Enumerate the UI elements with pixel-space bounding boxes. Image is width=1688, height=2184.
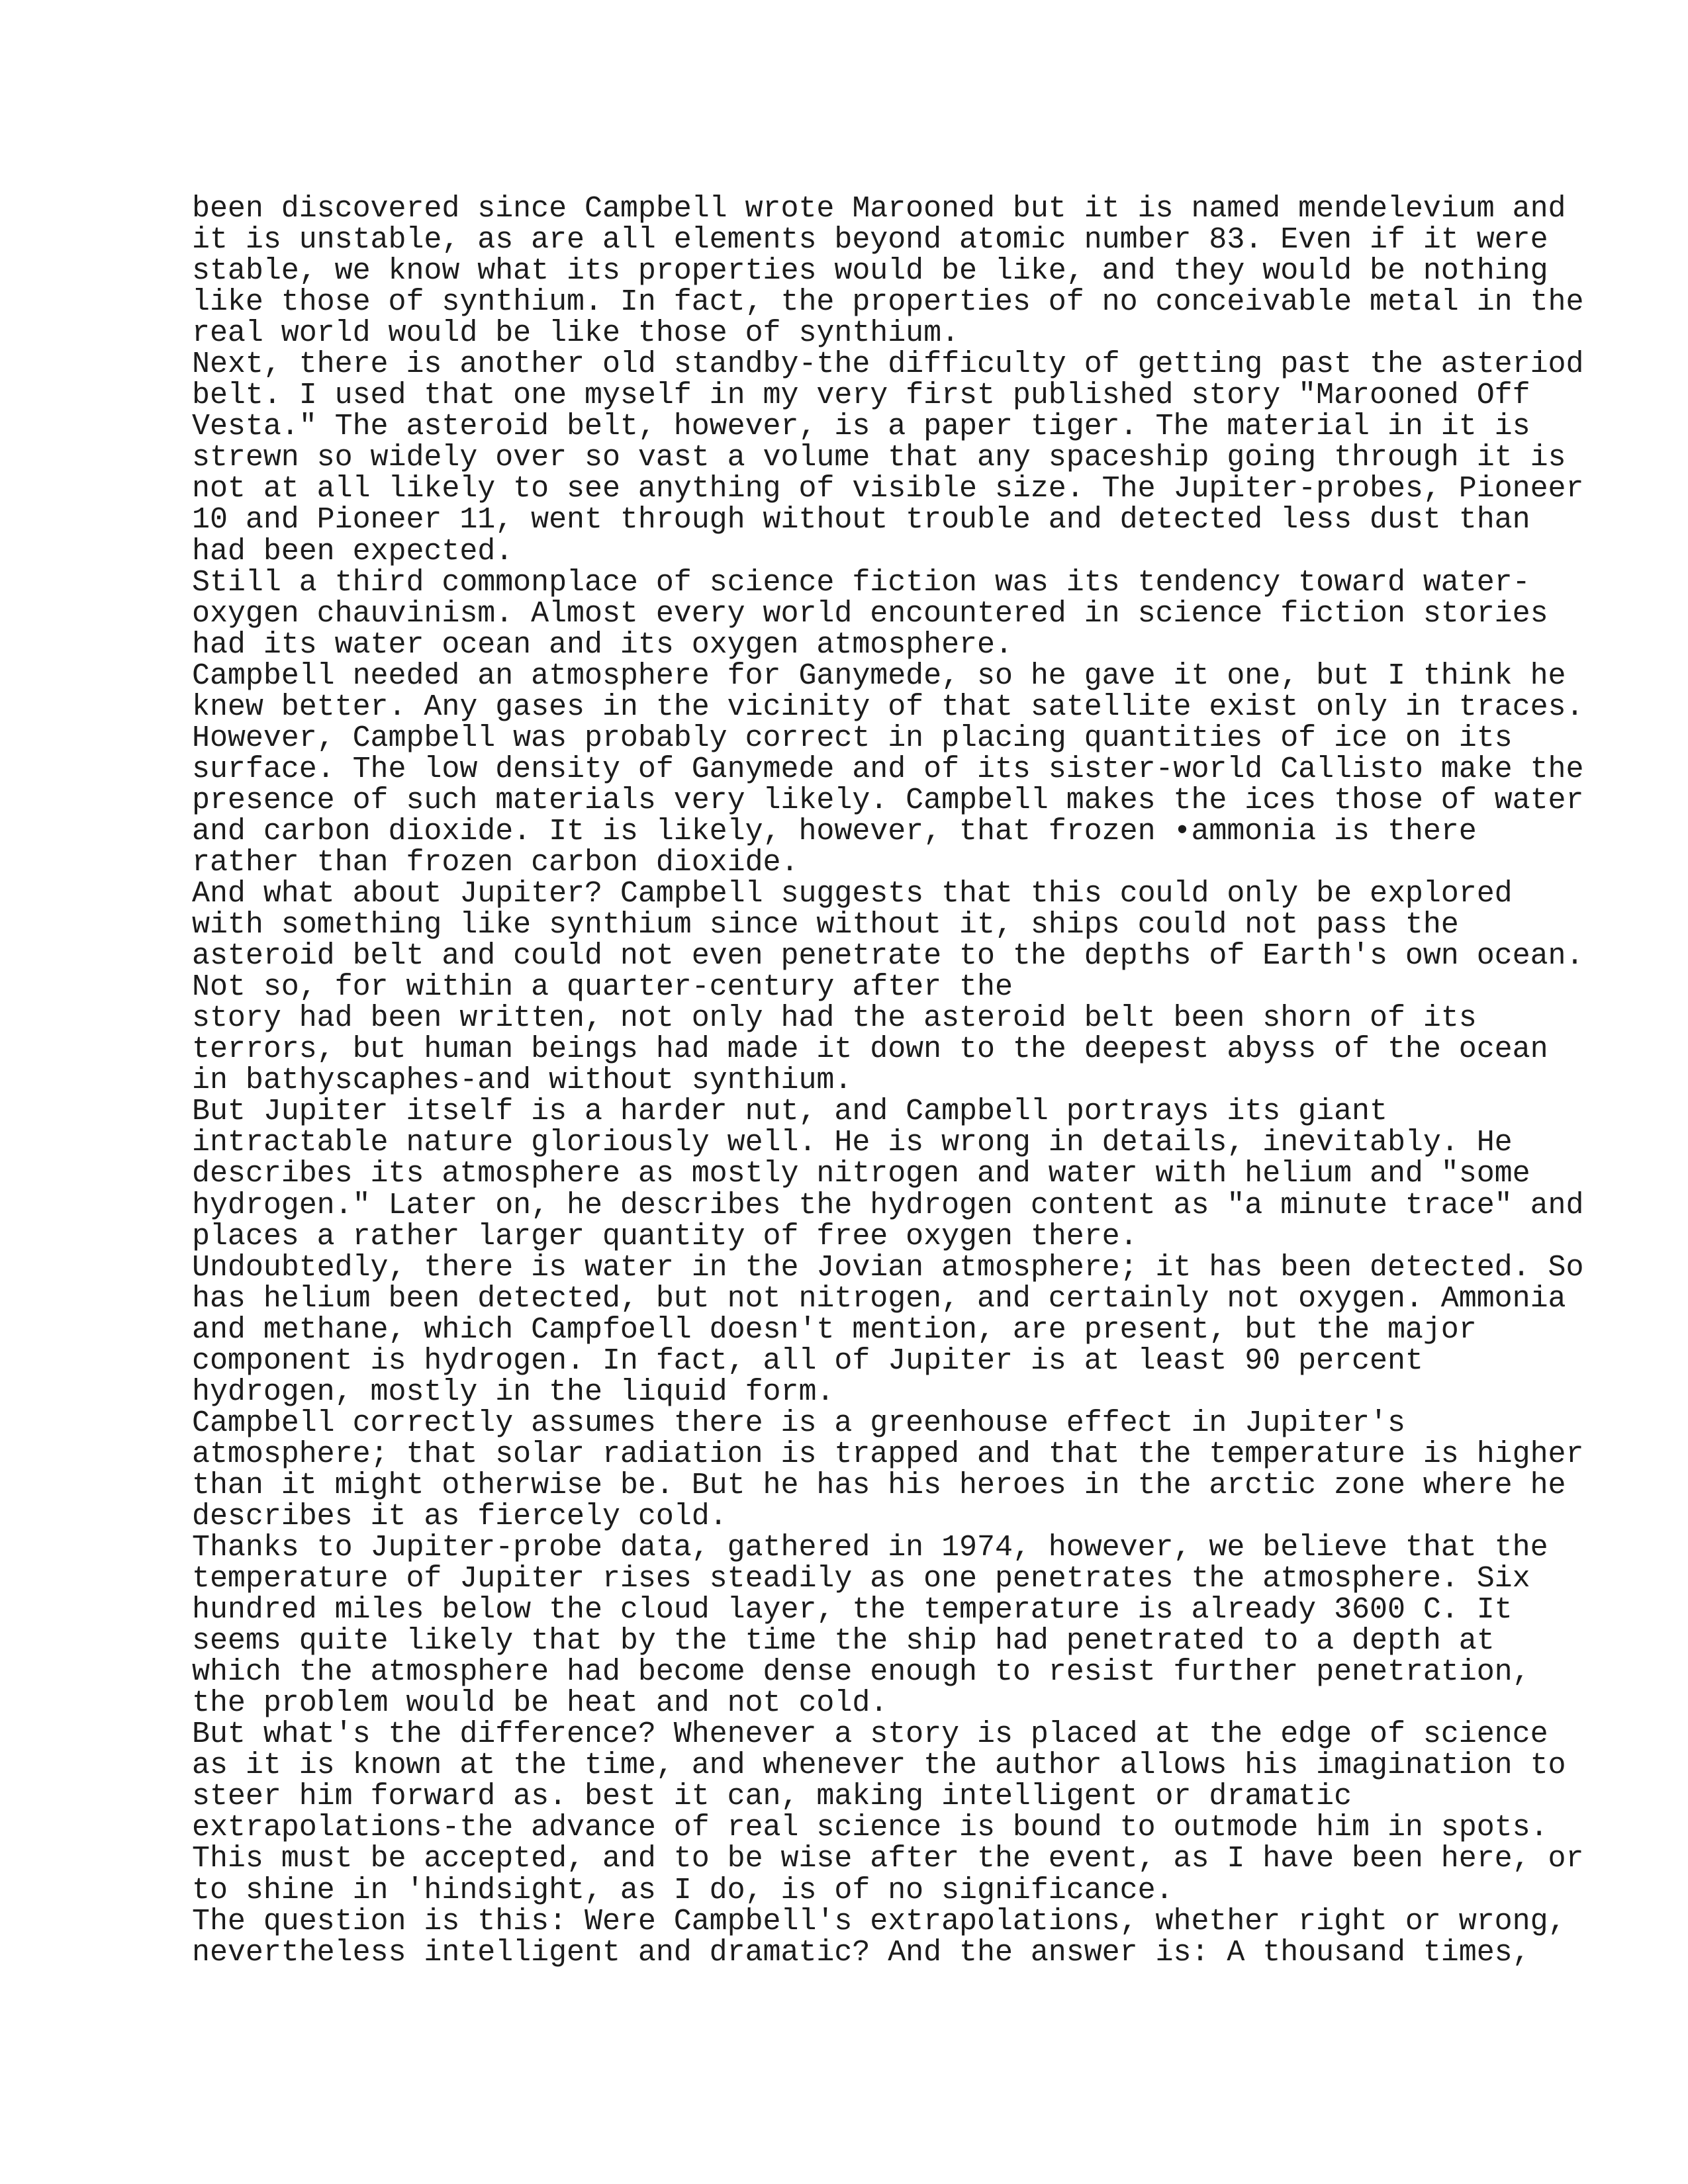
text-line: The question is this: Were Campbell's extrapolations, whether right or wrong, bbox=[192, 1904, 1566, 1938]
text-line: in bathyscaphes-and without synthium. bbox=[192, 1064, 853, 1098]
text-line: oxygen chauvinism. Almost every world encountered in science fiction stories bbox=[192, 596, 1548, 631]
text-line: temperature of Jupiter rises steadily as one penetrates the atmosphere. Six bbox=[192, 1562, 1530, 1596]
text-line: to shine in 'hindsight, as I do, is of no significance. bbox=[192, 1873, 1174, 1907]
text-line: 10 and Pioneer 11, went through without trouble and detected less dust than bbox=[192, 503, 1530, 537]
text-line: has helium been detected, but not nitrogen, and certainly not oxygen. Ammonia bbox=[192, 1281, 1566, 1316]
text-line: Campbell needed an atmosphere for Ganymede, so he gave it one, but I think he bbox=[192, 659, 1566, 693]
text-line: Next, there is another old standby-the difficulty of getting past the asteriod bbox=[192, 347, 1584, 382]
body-text bbox=[192, 193, 1688, 1968]
text-line: real world would be like those of synthium. bbox=[192, 316, 960, 351]
text-line: describes it as fiercely cold. bbox=[192, 1499, 727, 1533]
text-line: This must be accepted, and to be wise after the event, as I have been here, or bbox=[192, 1842, 1584, 1876]
text-line: presence of such materials very likely. Campbell makes the ices those of water bbox=[192, 783, 1584, 817]
text-line: But Jupiter itself is a harder nut, and Campbell portrays its giant bbox=[192, 1095, 1387, 1129]
text-line: belt. I used that one myself in my very first published story "Marooned Off bbox=[192, 379, 1530, 413]
text-line: And what about Jupiter? Campbell suggests that this could only be explored bbox=[192, 877, 1513, 911]
text-line: which the atmosphere had become dense enough to resist further penetration, bbox=[192, 1655, 1530, 1690]
text-line: intractable nature gloriously well. He is wrong in details, inevitably. He bbox=[192, 1126, 1513, 1160]
text-line: hundred miles below the cloud layer, the temperature is already 3600 C. It bbox=[192, 1593, 1513, 1627]
text-line: places a rather larger quantity of free oxygen there. bbox=[192, 1219, 1138, 1253]
text-line: Vesta." The asteroid belt, however, is a paper tiger. The material in it is bbox=[192, 410, 1530, 444]
text-line: it is unstable, as are all elements beyond atomic number 83. Even if it were bbox=[192, 223, 1548, 257]
text-line: had its water ocean and its oxygen atmosphere. bbox=[192, 627, 1013, 662]
text-line: been discovered since Campbell wrote Marooned but it is named mendelevium and bbox=[192, 192, 1566, 226]
text-line: the problem would be heat and not cold. bbox=[192, 1686, 888, 1721]
text-line: hydrogen, mostly in the liquid form. bbox=[192, 1375, 835, 1409]
text-line: extrapolations-the advance of real science is bound to outmode him in spots. bbox=[192, 1811, 1548, 1845]
text-line: Not so, for within a quarter-century after the bbox=[192, 970, 1013, 1005]
text-line: Campbell correctly assumes there is a greenhouse effect in Jupiter's bbox=[192, 1406, 1405, 1440]
text-line: than it might otherwise be. But he has his heroes in the arctic zone where he bbox=[192, 1468, 1566, 1502]
text-line: surface. The low density of Ganymede and of its sister-world Callisto make the bbox=[192, 752, 1584, 786]
text-line: However, Campbell was probably correct in placing quantities of ice on its bbox=[192, 721, 1513, 755]
text-line: like those of synthium. In fact, the properties of no conceivable metal in the bbox=[192, 285, 1584, 320]
text-line: strewn so widely over so vast a volume that any spaceship going through it is bbox=[192, 441, 1566, 475]
text-line: knew better. Any gases in the vicinity of that satellite exist only in traces. bbox=[192, 690, 1584, 724]
text-line: But what's the difference? Whenever a story is placed at the edge of science bbox=[192, 1717, 1548, 1752]
text-line: atmosphere; that solar radiation is trapped and that the temperature is higher bbox=[192, 1437, 1584, 1471]
text-line: Undoubtedly, there is water in the Jovian atmosphere; it has been detected. So bbox=[192, 1250, 1584, 1285]
text-line: not at all likely to see anything of visible size. The Jupiter-probes, Pioneer bbox=[192, 472, 1584, 506]
text-line: describes its atmosphere as mostly nitrogen and water with helium and "some bbox=[192, 1157, 1530, 1191]
text-line: story had been written, not only had the asteroid belt been shorn of its bbox=[192, 1001, 1477, 1036]
text-line: Still a third commonplace of science fiction was its tendency toward water- bbox=[192, 565, 1530, 600]
text-line: stable, we know what its properties would be like, and they would be nothing bbox=[192, 254, 1548, 289]
text-line: terrors, but human beings had made it down to the deepest abyss of the ocean bbox=[192, 1032, 1548, 1067]
text-line: and methane, which Campfoell doesn't mention, are present, but the major bbox=[192, 1312, 1477, 1347]
text-line: as it is known at the time, and whenever the author allows his imagination to bbox=[192, 1749, 1566, 1783]
text-line: component is hydrogen. In fact, all of Jupiter is at least 90 percent bbox=[192, 1343, 1423, 1378]
text-line: with something like synthium since without it, ships could not pass the bbox=[192, 908, 1459, 942]
text-line: steer him forward as. best it can, making intelligent or dramatic bbox=[192, 1780, 1352, 1814]
text-line: Thanks to Jupiter-probe data, gathered in 1974, however, we believe that the bbox=[192, 1531, 1548, 1565]
text-line: hydrogen." Later on, he describes the hydrogen content as "a minute trace" and bbox=[192, 1188, 1584, 1222]
text-line: nevertheless intelligent and dramatic? And the answer is: A thousand times, bbox=[192, 1935, 1530, 1970]
text-line: and carbon dioxide. It is likely, however, that frozen •ammonia is there bbox=[192, 814, 1477, 848]
text-line: rather than frozen carbon dioxide. bbox=[192, 845, 799, 880]
text-line: seems quite likely that by the time the ship had penetrated to a depth at bbox=[192, 1624, 1495, 1659]
text-line: had been expected. bbox=[192, 534, 514, 569]
text-line: asteroid belt and could not even penetrate to the depths of Earth's own ocean. bbox=[192, 939, 1584, 974]
